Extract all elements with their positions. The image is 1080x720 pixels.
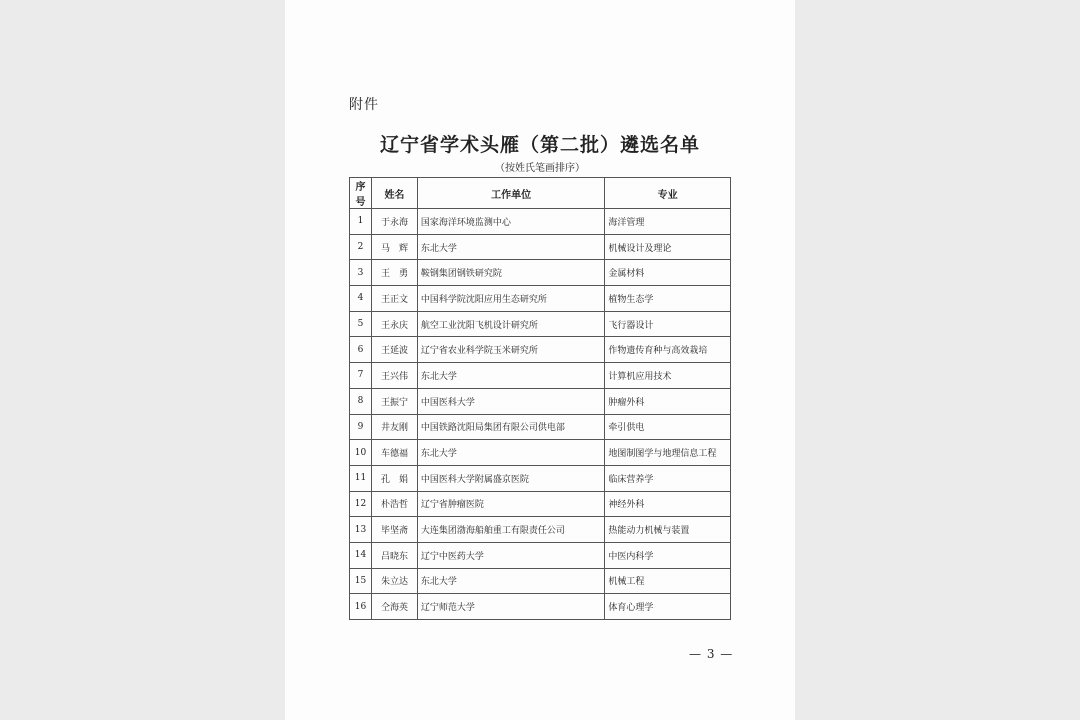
cell-org: 航空工业沈阳飞机设计研究所 <box>417 311 604 337</box>
table-row <box>350 414 731 440</box>
table-header-row <box>350 178 731 209</box>
cell-name: 王兴伟 <box>371 363 417 389</box>
cell-org: 国家海洋环境监测中心 <box>417 209 604 235</box>
table-row <box>350 517 731 543</box>
cell-name: 于永海 <box>371 209 417 235</box>
table-row <box>350 311 731 337</box>
cell-name: 吕晓东 <box>371 542 417 568</box>
cell-org: 东北大学 <box>417 234 604 260</box>
cell-org: 大连集团渤海船舶重工有限责任公司 <box>417 517 604 543</box>
document-page <box>285 0 795 720</box>
cell-org: 辽宁省农业科学院玉米研究所 <box>417 337 604 363</box>
cell-no: 13 <box>350 517 372 543</box>
cell-org: 中国科学院沈阳应用生态研究所 <box>417 286 604 312</box>
cell-name: 井友刚 <box>371 414 417 440</box>
cell-org: 中国医科大学 <box>417 388 604 414</box>
cell-name: 仝海英 <box>371 594 417 620</box>
cell-no: 6 <box>350 337 372 363</box>
cell-major: 金属材料 <box>605 260 731 286</box>
cell-no: 15 <box>350 568 372 594</box>
cell-major: 植物生态学 <box>605 286 731 312</box>
cell-no: 14 <box>350 542 372 568</box>
cell-name: 孔 娟 <box>371 465 417 491</box>
cell-major: 计算机应用技术 <box>605 363 731 389</box>
cell-major: 热能动力机械与装置 <box>605 517 731 543</box>
cell-major: 临床营养学 <box>605 465 731 491</box>
table-row <box>350 209 731 235</box>
cell-org: 辽宁中医药大学 <box>417 542 604 568</box>
table-row <box>350 440 731 466</box>
cell-major: 飞行器设计 <box>605 311 731 337</box>
cell-name: 马 辉 <box>371 234 417 260</box>
cell-no: 3 <box>350 260 372 286</box>
table-row <box>350 388 731 414</box>
table-row <box>350 260 731 286</box>
cell-major: 中医内科学 <box>605 542 731 568</box>
cell-no: 10 <box>350 440 372 466</box>
header-no: 序号 <box>350 178 372 209</box>
table-row <box>350 491 731 517</box>
document-title: 辽宁省学术头雁（第二批）遴选名单 <box>379 134 700 156</box>
cell-name: 朴浩哲 <box>371 491 417 517</box>
cell-no: 8 <box>350 388 372 414</box>
cell-no: 11 <box>350 465 372 491</box>
cell-major: 神经外科 <box>605 491 731 517</box>
cell-major: 肿瘤外科 <box>605 388 731 414</box>
table-row <box>350 568 731 594</box>
cell-no: 5 <box>350 311 372 337</box>
table-row <box>350 363 731 389</box>
page-number: — 3 — <box>689 647 734 661</box>
table-row <box>350 465 731 491</box>
cell-org: 东北大学 <box>417 363 604 389</box>
cell-org: 东北大学 <box>417 568 604 594</box>
cell-no: 1 <box>350 209 372 235</box>
document-subtitle: （按姓氏笔画排序） <box>495 163 585 174</box>
attachment-label: 附件 <box>349 97 379 113</box>
cell-no: 9 <box>350 414 372 440</box>
cell-name: 王延波 <box>371 337 417 363</box>
cell-major: 机械工程 <box>605 568 731 594</box>
cell-org: 辽宁省肿瘤医院 <box>417 491 604 517</box>
cell-no: 7 <box>350 363 372 389</box>
cell-name: 王正文 <box>371 286 417 312</box>
cell-no: 4 <box>350 286 372 312</box>
cell-name: 朱立达 <box>371 568 417 594</box>
cell-org: 辽宁师范大学 <box>417 594 604 620</box>
cell-major: 作物遗传育种与高效栽培 <box>605 337 731 363</box>
cell-major: 体育心理学 <box>605 594 731 620</box>
cell-no: 16 <box>350 594 372 620</box>
table-row <box>350 286 731 312</box>
cell-no: 12 <box>350 491 372 517</box>
cell-name: 王永庆 <box>371 311 417 337</box>
cell-name: 车德福 <box>371 440 417 466</box>
cell-major: 海洋管理 <box>605 209 731 235</box>
header-name: 姓名 <box>371 178 417 209</box>
header-org: 工作单位 <box>417 178 604 209</box>
table-row <box>350 234 731 260</box>
cell-org: 鞍钢集团钢铁研究院 <box>417 260 604 286</box>
candidate-table <box>349 177 731 620</box>
cell-org: 中国铁路沈阳局集团有限公司供电部 <box>417 414 604 440</box>
cell-major: 地图制图学与地理信息工程 <box>605 440 731 466</box>
cell-org: 东北大学 <box>417 440 604 466</box>
cell-org: 中国医科大学附属盛京医院 <box>417 465 604 491</box>
table-row <box>350 542 731 568</box>
cell-name: 王振宁 <box>371 388 417 414</box>
cell-name: 毕坚斋 <box>371 517 417 543</box>
cell-major: 牵引供电 <box>605 414 731 440</box>
header-major: 专业 <box>605 178 731 209</box>
table-row <box>350 337 731 363</box>
cell-major: 机械设计及理论 <box>605 234 731 260</box>
table-row <box>350 594 731 620</box>
cell-name: 王 勇 <box>371 260 417 286</box>
cell-no: 2 <box>350 234 372 260</box>
